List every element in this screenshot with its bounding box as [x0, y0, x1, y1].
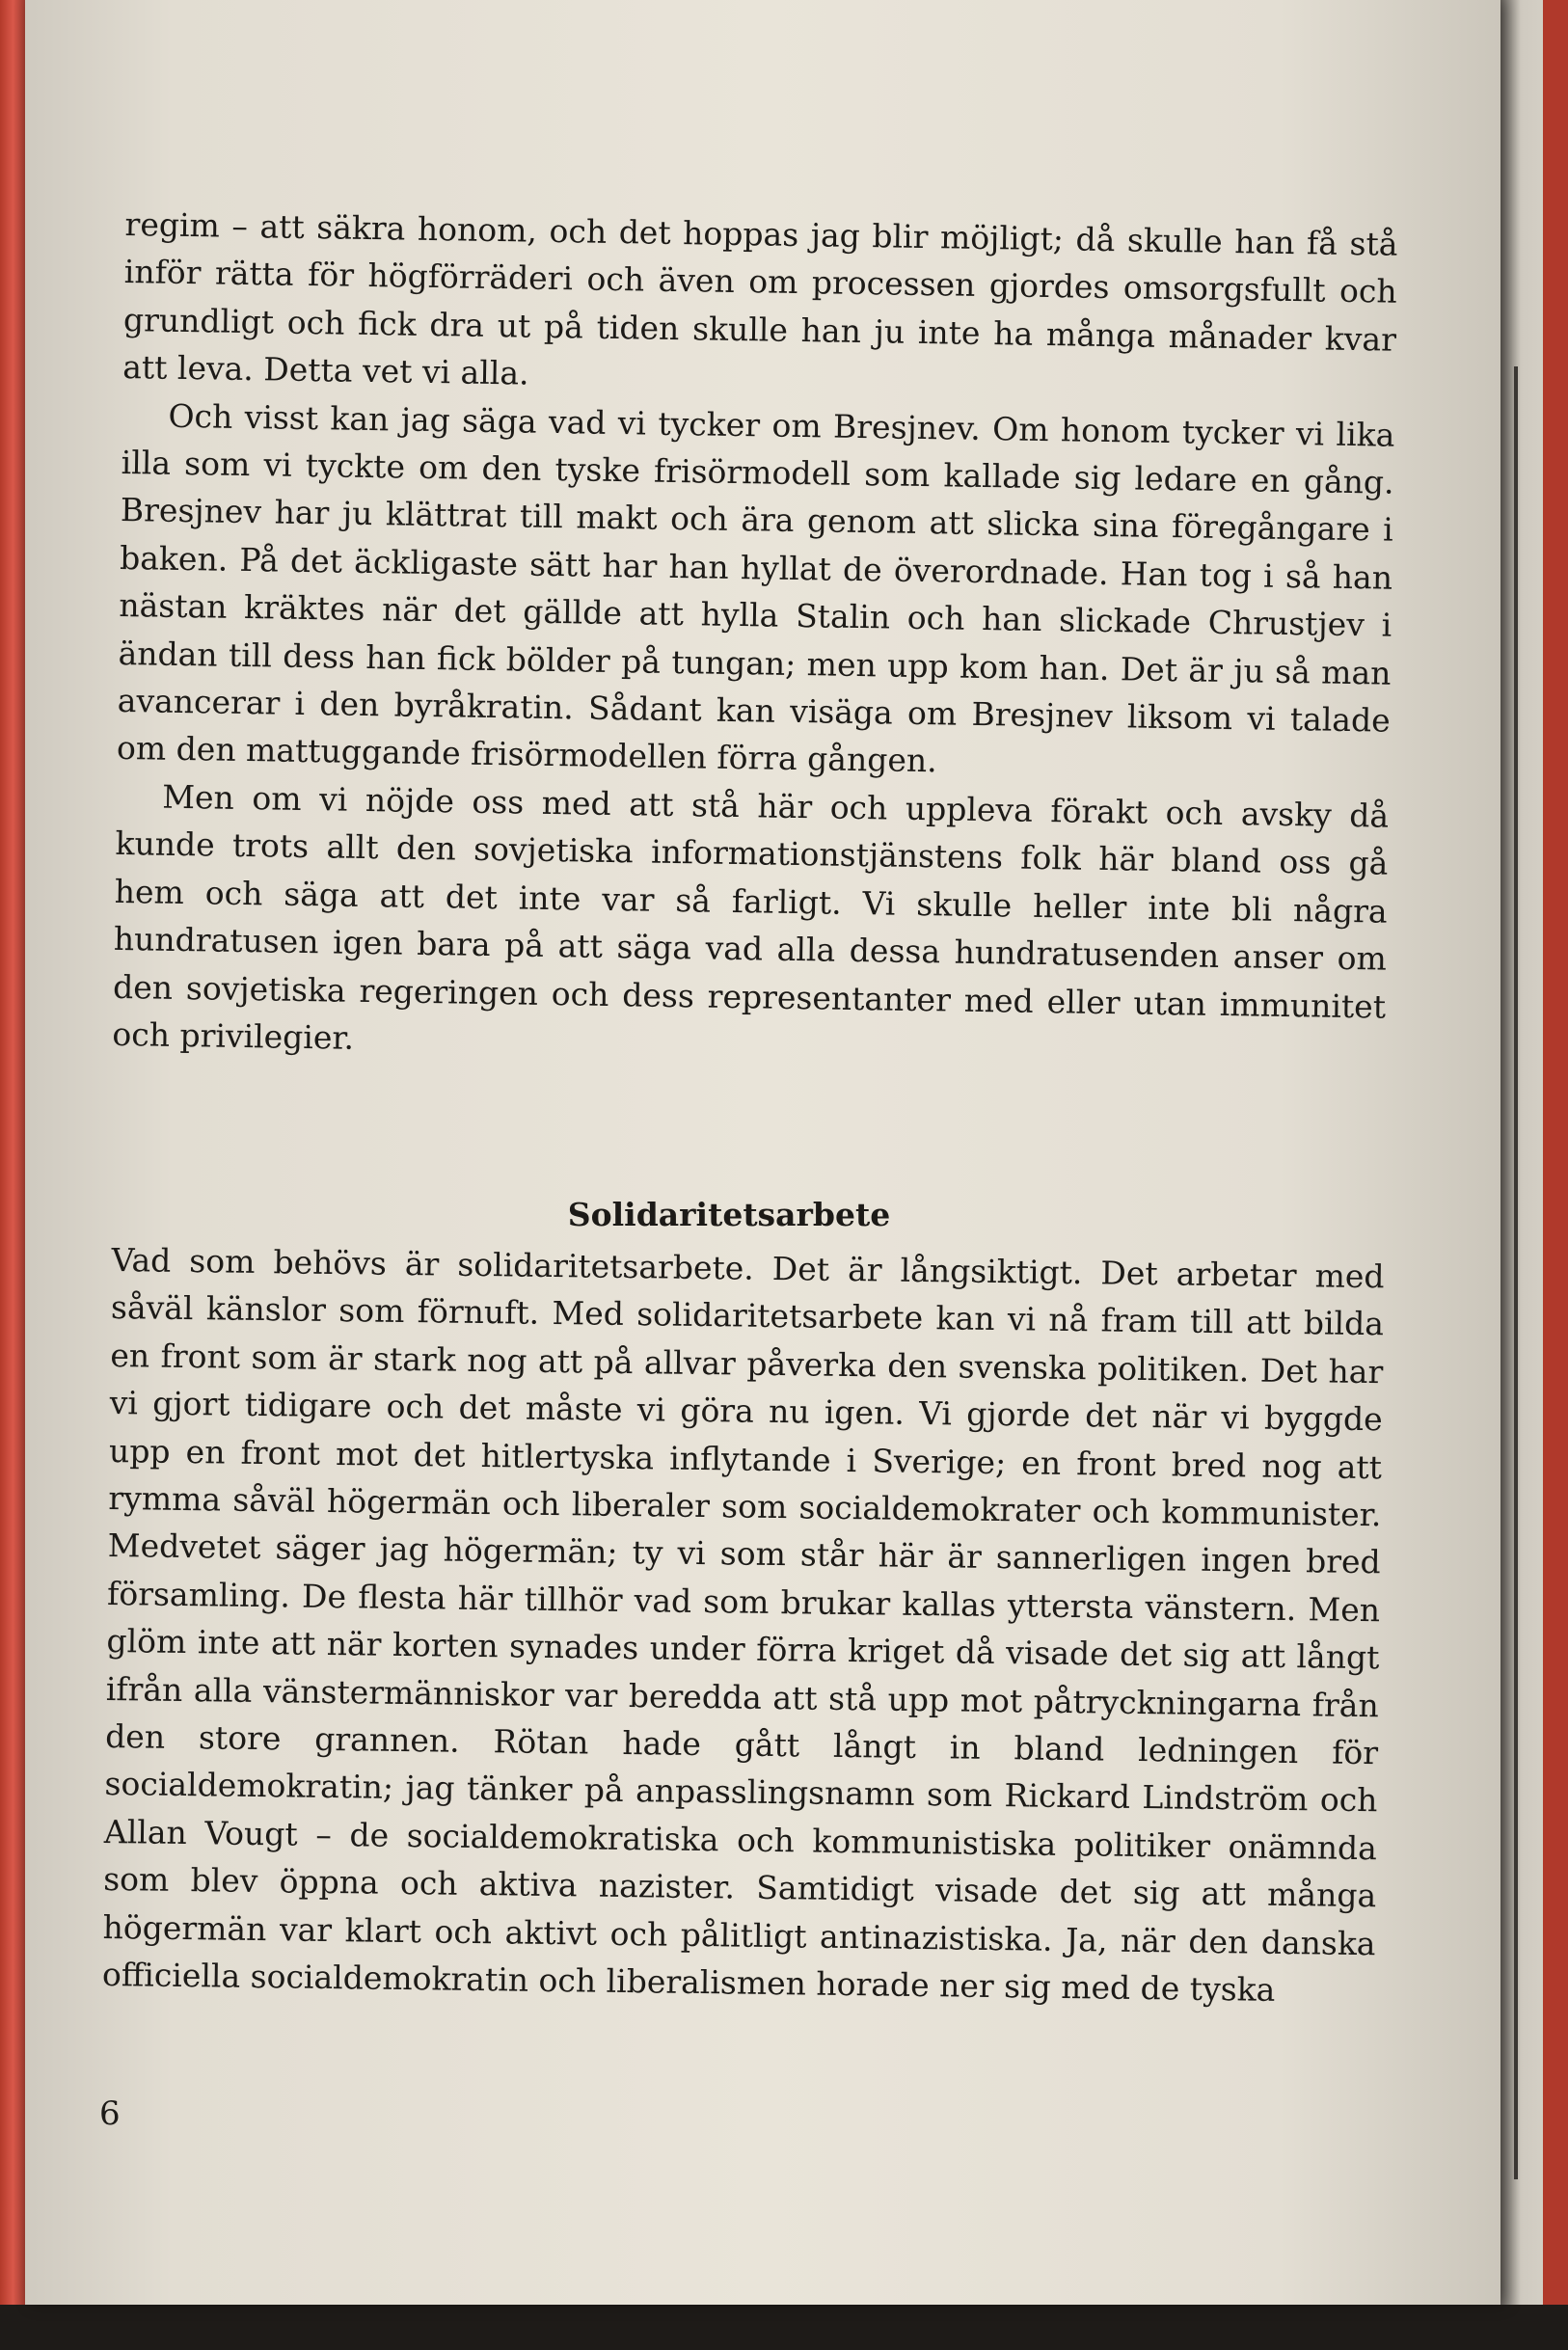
paragraph-section: Vad som behövs är solidaritetsarbete. Det är långsiktigt. Det arbetar med såväl känslor som förnuft. Med solidaritetsarbete kan vi nå fram till att bilda en front som är stark nog att på allvar påverka den svenska politiken. Det har vi gjort tidigare och det måste vi göra nu igen. Vi gjorde det när vi byggde upp en front mot det hitlertyska inflytande i Sverige; en front bred nog att rymma såväl högermän och liberaler som socialdemokrater och kommunister. Medvetet säger jag högermän; ty vi som står här är sannerligen ingen bred församling. De flesta här tillhör vad som brukar kallas yttersta vänstern. Men glöm inte att när korten synades under förra kriget då visade det sig att långt ifrån alla vänstermänniskor var beredda att stå upp mot påtryckningarna från den store grannen. Rötan hade gått långt in bland ledningen för socialdemokratin; jag tänker på anpasslingsnamn som Rickard Lindström och Allan Vougt – de socialdemokratiska och kommunistiska politiker onämnda som blev öppna och aktiva nazister. Samtidigt visade det sig att många högermän var klart och aktivt och pålitligt antinazistiska. Ja, när den danska officiella socialdemokratin och liberalismen horade ner sig med de tyska [101, 1240, 1385, 2009]
background-surface [0, 2305, 1568, 2350]
paragraph-3: Men om vi nöjde oss med att stå här och uppleva förakt och avsky då kunde trots allt den sovjetiska informationstjänstens folk här bland oss gå hem och säga att det inte var så farligt. Vi skulle heller inte bli några hundratusen igen bara på att säga vad alla dessa hundratusenden anser om den sovjetiska regeringen och dess representanter med eller utan immunitet och privilegier. [112, 777, 1390, 1057]
page-number: 6 [99, 2094, 121, 2133]
section-heading: Solidaritetsarbete [567, 1196, 891, 1233]
book-cover-edge-right [1543, 0, 1568, 2350]
body-text-top [112, 201, 1398, 1078]
page-binding-line [1514, 366, 1518, 2179]
body-text-section [102, 1236, 1385, 2015]
paragraph-2: Och visst kan jag säga vad vi tycker om Bresjnev. Om honom tycker vi lika illa som vi tyckte om den tyske frisörmodell som kallade sig ledare en gång. Bresjnev har ju klättrat till makt och ära genom att slicka sina föregångare i baken. På det äckligaste sätt har han hyllat de överordnade. Han tog i så han nästan kräktes när det gällde att hylla Stalin och han slickade Chrustjev i ändan till dess han fick bölder på tungan; men upp kom han. Det är ju så man avancerar i den byråkratin. Sådant kan visäga om Bresjnev liksom vi talade om den mattuggande frisörmodellen förra gången. [116, 396, 1395, 780]
paragraph-1: regim – att säkra honom, och det hoppas jag blir möjligt; då skulle han få stå inför rätta för högförräderi och även om processen gjordes omsorgsfullt och grundligt och fick dra ut på tiden skulle han ju inte ha många månader kvar att leva. Detta vet vi alla. [122, 204, 1398, 392]
